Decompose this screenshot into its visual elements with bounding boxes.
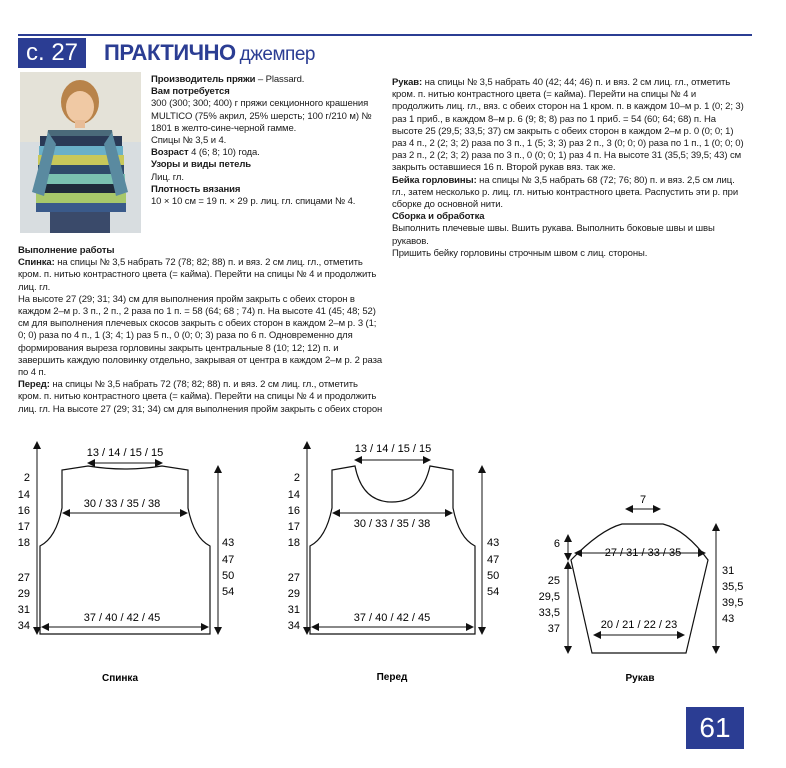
front-height-3: 16 — [287, 505, 300, 517]
needles-text: Спицы № 3,5 и 4. — [151, 135, 227, 147]
gauge-value: 10 × 10 см = 19 п. × 29 р. лиц. гл. спицами № 4. — [151, 196, 356, 208]
front-chest-label: 30 / 33 / 35 / 38 — [353, 518, 431, 530]
neck-label: Бейка горловины: — [392, 174, 477, 186]
neck-text: на спицы № 3,5 набрать 68 (72; 76; 80) п. и вяз. 2,5 см лиц. гл., затем несколько р. лиц. гл. нитью контрастного цвета. Распустить эти р. при сборке до основной нити. — [392, 174, 739, 211]
page-number: 61 — [686, 707, 744, 749]
age-label: Возраст — [151, 147, 189, 159]
sleeve-top-label: 7 — [639, 494, 647, 506]
sleeve-width-label: 27 / 31 / 33 / 35 — [604, 547, 682, 559]
sleeve-height-4: 37 — [547, 623, 560, 635]
work-title: Выполнение работы — [18, 245, 115, 256]
back-chest-label: 30 / 33 / 35 / 38 — [83, 498, 161, 510]
back-right-heights — [222, 537, 234, 598]
sleeve-left-heights — [539, 575, 560, 635]
back-rheight-1: 43 — [222, 537, 235, 549]
back-height-7: 29 — [17, 588, 30, 600]
sleeve-right-heights — [722, 565, 743, 625]
schematics-svg — [0, 430, 786, 690]
instructions-left — [18, 245, 383, 415]
back-schematic — [18, 442, 235, 684]
maker-value: – Plassard. — [255, 74, 305, 85]
front-rheight-3: 50 — [487, 570, 500, 582]
patterns-label: Узоры и виды петель — [151, 159, 252, 171]
sleeve-rheight-2: 35,5 — [722, 581, 744, 593]
back-height-5: 18 — [17, 537, 30, 549]
child-photo-illustration — [20, 72, 141, 233]
pattern-diagrams — [0, 430, 786, 690]
sleeve-label: Рукав: — [392, 77, 423, 88]
front-height-4: 17 — [287, 521, 300, 533]
gauge-label: Плотность вязания — [151, 183, 241, 195]
back-rheight-4: 54 — [222, 586, 235, 598]
model-photo — [20, 72, 141, 233]
back-label: Спинка — [101, 673, 139, 684]
sleeve-label: Рукав — [625, 673, 655, 684]
sleeve-rheight-1: 31 — [722, 565, 735, 577]
age-value: 4 (6; 8; 10) года. — [188, 147, 260, 159]
back-height-8: 31 — [17, 604, 30, 616]
materials-block — [151, 74, 383, 208]
back-height-1: 2 — [23, 472, 30, 484]
front-neck-label: 13 / 14 / 15 / 15 — [354, 443, 432, 455]
back-left-heights — [18, 472, 30, 632]
back-height-6: 27 — [17, 572, 30, 584]
front-height-5: 18 — [287, 537, 300, 549]
sleeve-schematic — [539, 494, 744, 684]
sleeve-height-2: 29,5 — [538, 591, 560, 603]
front-height-6: 27 — [287, 572, 300, 584]
title-sub: джемпер — [239, 44, 315, 65]
back-height-4: 17 — [17, 521, 30, 533]
front-label: Перед — [376, 672, 408, 683]
sleeve-cuff-label: 20 / 21 / 22 / 23 — [600, 619, 678, 631]
sleeve-rheight-4: 43 — [722, 613, 735, 625]
back-rheight-2: 47 — [222, 554, 235, 566]
patterns-value: Лиц. гл. — [151, 171, 184, 183]
back-text: на спицы № 3,5 набрать 72 (78; 82; 88) п. и вяз. 2 см лиц. гл., отметить кром. п. нитью контрастного цвета (= каймa). Перейти на спицы № 4 и продолжить лиц. гл. — [18, 257, 377, 293]
article-title — [104, 38, 315, 70]
front-height-9: 34 — [287, 620, 300, 632]
front-text: на спицы № 3,5 набрать 72 (78; 82; 88) п. и вяз. 2 см лиц. гл., отметить кром. п. нитью контрастного цвета (= каймa). Перейти на спицы № 4 и продолжить лиц. гл. На высоте 27 (29; 31; 34) см для выполнения пройм закрыть с обеих сторон — [18, 379, 383, 415]
assembly-title: Сборка и обработка — [392, 211, 485, 223]
back-height-9: 34 — [17, 620, 30, 632]
back-height-3: 16 — [17, 505, 30, 517]
front-height-7: 29 — [287, 588, 300, 600]
sleeve-rheight-3: 39,5 — [722, 597, 744, 609]
header-rule — [18, 34, 752, 36]
front-height-1: 2 — [293, 472, 300, 484]
front-rheight-4: 54 — [487, 586, 500, 598]
front-left-heights — [288, 472, 300, 632]
front-height-8: 31 — [287, 604, 300, 616]
assembly-text-2: Пришить бейку горловины строчным швом с лиц. стороны. — [392, 247, 648, 259]
sleeve-cap-label: 6 — [553, 538, 560, 550]
front-height-2: 14 — [287, 489, 300, 501]
back-text-2: На высоте 27 (29; 31; 34) см для выполнения пройм закрыть с обеих сторон в каждом 2–м р. 3 п., 2 п., 2 раза по 1 п. = 58 (64; 68 ; 74) п. На высоте 41 (45; 48; 52) см для выполнения плечевых скосов закрыть с обеих сторон в каждом 2–м р. 3 (1; 0; 0) раза по 4 п., 1 (3; 4; 1) раз 5 п., 0 (0; 0; 3) раза по 6 п. Одновременно для формирования выреза горловины закрыть центральные 8 (10; 12; 12) п. и завершить каждую половинку отдельно, закрывая от центра в каждом 2–м р. 2 раза по 4 п. — [18, 293, 383, 379]
sleeve-text: на спицы № 3,5 набрать 40 (42; 44; 46) п. и вяз. 2 см лиц. гл., отметить кром. п. нитью контрастного цвета (= каймa). Перейти на спицы № 4 и продолжить лиц. гл., вяз. с обеих сторон на 1 кром. п. в каждом 10–м р. 1 (0; 2; 3) раз 1 приб., в каждом 8–м р. 6 (9; 8; 8) раз по 1 приб. = 54 (60; 64; 68) п. На высоте 25 (29,5; 33,5; 37) см закрыть с обеих сторон в каждом 2–м р. 0 (0; 0; 1) раз 4 п., 2 (2; 3; 2) раза по 3 п., 1 (5; 3; 3) раз 2 п., 3 (0; 0; 0) раза по 1 п., 1 (0; 0; 0) раз 2 п., 2 (2; 3; 2) раза по 3 п., 0 (0; 0; 1) раз 4 п. На высоте 31 (35,5; 39,5; 43) см закрыть оставшиеся 16 п. Второй рукав вяз. так же. — [392, 77, 744, 174]
front-rheight-2: 47 — [487, 554, 500, 566]
front-label: Перед: — [18, 379, 50, 391]
title-main: ПРАКТИЧНО — [104, 40, 236, 65]
back-neck-label: 13 / 14 / 15 / 15 — [86, 447, 164, 459]
need-label: Вам потребуется — [151, 86, 230, 98]
front-right-heights — [487, 537, 499, 598]
front-rheight-1: 43 — [487, 537, 500, 549]
front-schematic — [288, 442, 500, 683]
back-label: Спинка: — [18, 257, 55, 269]
page-reference: с. 27 — [18, 38, 86, 68]
back-hem-label: 37 / 40 / 42 / 45 — [83, 612, 161, 624]
back-height-2: 14 — [17, 489, 30, 501]
sleeve-height-1: 25 — [547, 575, 560, 587]
back-rheight-3: 50 — [222, 570, 235, 582]
yarn-text: 300 (300; 300; 400) г пряжи секционного крашения MULTICO (75% акрил, 25% шерсть; 100 г/210 м) № 1801 в желто-сине-черной гамме. — [151, 98, 372, 134]
maker-label: Производитель пряжи — [151, 74, 256, 85]
instructions-right — [392, 77, 747, 260]
front-hem-label: 37 / 40 / 42 / 45 — [353, 612, 431, 624]
assembly-text-1: Выполнить плечевые швы. Вшить рукава. Выполнить боковые швы и швы рукавов. — [392, 223, 715, 247]
sleeve-height-3: 33,5 — [538, 607, 560, 619]
